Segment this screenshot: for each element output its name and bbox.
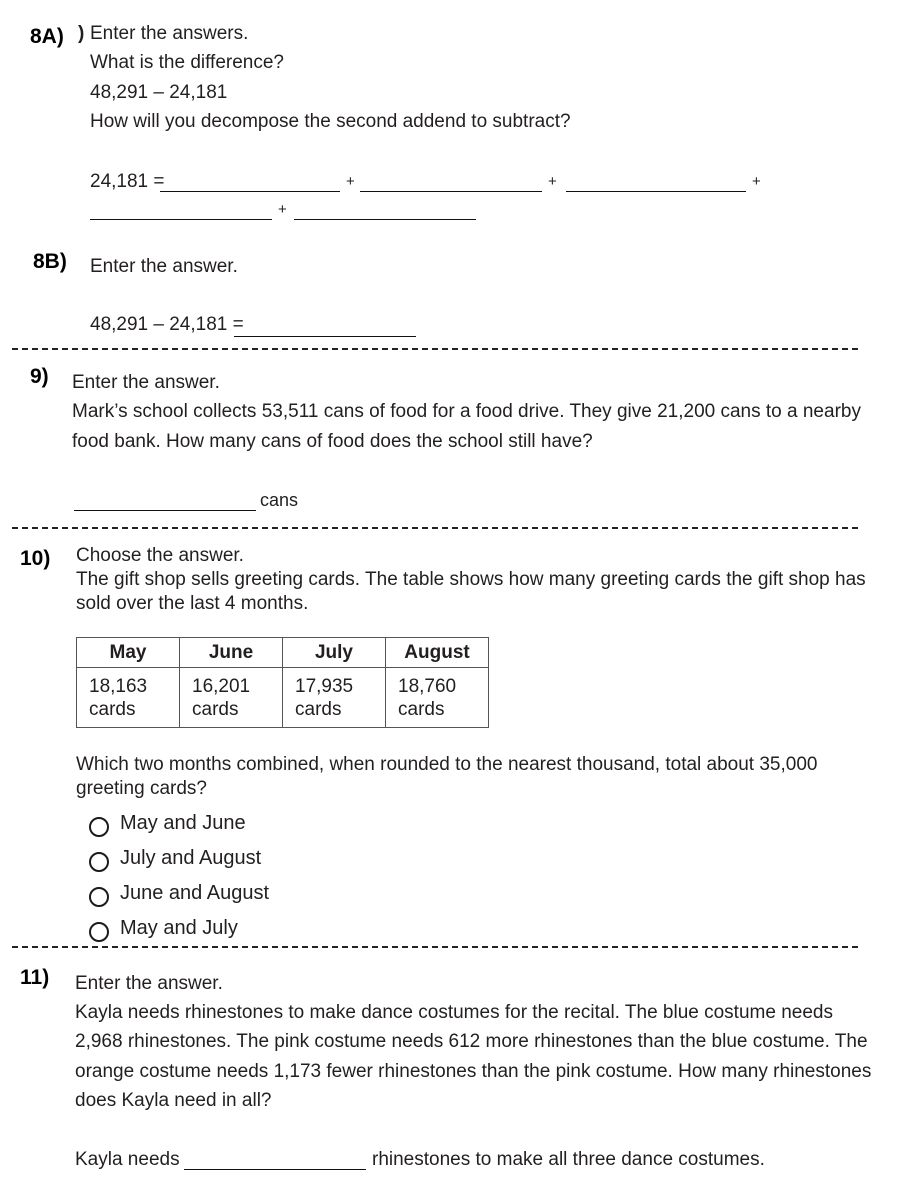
table-cell — [77, 668, 180, 728]
cell-value: 18,163 — [89, 675, 148, 697]
answer-prefix-11: Kayla needs — [75, 1149, 180, 1170]
question-number-8a: 8A) — [30, 25, 64, 48]
plus-sign: + — [548, 173, 557, 190]
question-11-line-4: does Kayla need in all? — [75, 1090, 272, 1111]
question-8a: How will you decompose the second addend to subtract? — [90, 111, 571, 132]
instruction-9: Enter the answer. — [72, 372, 220, 393]
plus-sign: + — [278, 201, 287, 218]
table-cell — [386, 668, 489, 728]
question-number-9: 9) — [30, 365, 49, 388]
cell-unit: cards — [398, 698, 445, 720]
instruction-10: Choose the answer. — [76, 545, 244, 566]
question-11-line-1: Kayla needs rhinestones to make dance costumes for the recital. The blue costume needs — [75, 1002, 833, 1023]
radio-option-1[interactable] — [89, 817, 109, 837]
answer-blank-8b[interactable] — [234, 336, 416, 337]
option-label-1[interactable]: May and June — [120, 812, 246, 834]
section-divider — [12, 348, 858, 350]
question-marker: ) — [78, 23, 85, 44]
question-number-11: 11) — [20, 966, 50, 989]
option-label-4[interactable]: May and July — [120, 917, 238, 939]
table-header: May — [77, 638, 180, 668]
equation-lhs-8a: 24,181 = — [90, 171, 165, 192]
table-cell — [180, 668, 283, 728]
section-divider — [12, 527, 858, 529]
table-header: August — [386, 638, 489, 668]
prompt-8a: What is the difference? — [90, 52, 284, 73]
option-label-3[interactable]: June and August — [120, 882, 270, 904]
answer-blank-8a-1[interactable] — [160, 191, 340, 192]
question-number-10: 10) — [20, 547, 51, 570]
table-header: July — [283, 638, 386, 668]
cell-value: 17,935 — [295, 675, 354, 697]
answer-blank-8a-3[interactable] — [566, 191, 746, 192]
cell-unit: cards — [192, 698, 239, 720]
option-label-2[interactable]: July and August — [120, 847, 262, 869]
answer-blank-8a-4[interactable] — [90, 219, 272, 220]
unit-label-9: cans — [260, 490, 299, 510]
question-11-line-3: orange costume needs 1,173 fewer rhinestones than the pink costume. How many rhinestones — [75, 1061, 872, 1082]
question-number-8b: 8B) — [33, 250, 67, 273]
radio-option-3[interactable] — [89, 887, 109, 907]
greeting-cards-table — [76, 637, 489, 728]
expression-8a: 48,291 – 24,181 — [90, 82, 228, 103]
cell-unit: cards — [295, 698, 342, 720]
answer-blank-11[interactable] — [184, 1169, 366, 1170]
table-header: June — [180, 638, 283, 668]
radio-option-2[interactable] — [89, 852, 109, 872]
answer-suffix-11: rhinestones to make all three dance costumes. — [372, 1149, 765, 1170]
question-10-line-2: sold over the last 4 months. — [76, 593, 309, 614]
answer-blank-9[interactable] — [74, 510, 256, 511]
plus-sign: + — [346, 173, 355, 190]
table-header-row — [77, 638, 489, 668]
question-9-line-2: food bank. How many cans of food does the school still have? — [72, 431, 593, 452]
equation-8b: 48,291 – 24,181 = — [90, 314, 244, 335]
table-row — [77, 668, 489, 728]
answer-blank-8a-5[interactable] — [294, 219, 476, 220]
question-11-line-2: 2,968 rhinestones. The pink costume needs 612 more rhinestones than the blue costume. The — [75, 1031, 868, 1052]
cell-value: 18,760 — [398, 675, 457, 697]
question-10-prompt-line-2: greeting cards? — [76, 778, 207, 799]
question-10-prompt-line-1: Which two months combined, when rounded to the nearest thousand, total about 35,000 — [76, 754, 818, 775]
cell-value: 16,201 — [192, 675, 251, 697]
question-9-line-1: Mark’s school collects 53,511 cans of food for a food drive. They give 21,200 cans to a nearby — [72, 401, 861, 422]
instruction-8b: Enter the answer. — [90, 256, 238, 277]
instruction-11: Enter the answer. — [75, 973, 223, 994]
cell-unit: cards — [89, 698, 136, 720]
section-divider — [12, 946, 858, 948]
question-10-line-1: The gift shop sells greeting cards. The table shows how many greeting cards the gift shop has — [76, 569, 866, 590]
answer-blank-8a-2[interactable] — [360, 191, 542, 192]
instruction-8a: Enter the answers. — [90, 23, 249, 44]
table-cell — [283, 668, 386, 728]
radio-option-4[interactable] — [89, 922, 109, 942]
plus-sign: + — [752, 173, 761, 190]
